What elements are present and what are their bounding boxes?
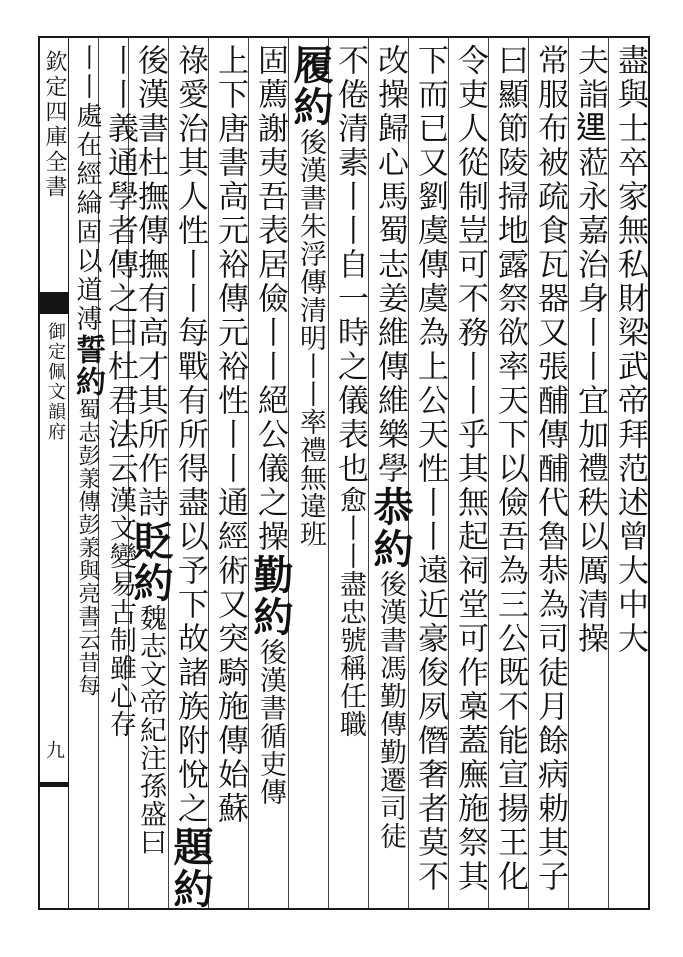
text-column-8: 不倦清素丨丨自一時之儀表也愈丨丨盡忠號稱任職 <box>332 44 368 738</box>
headword-ti-yue: 題約 <box>167 826 214 910</box>
frame-top-rule <box>38 36 650 38</box>
headword-qin-yue: 勤約 <box>247 554 294 638</box>
text-column-2: 夫詣𨓦蒞永嘉治身丨丨宜加禮秩以厲清操 <box>572 44 608 656</box>
text-column-15: 丨丨處在經綸固以道溥誓約蜀志彭羕傳彭羕與亮書云昔每 <box>70 44 105 697</box>
fish-tail-mark <box>38 292 69 314</box>
text-column-7: 改操歸心馬蜀志姜維傳維樂學恭約後漢書馮勤傳勤遷司徒 <box>367 44 414 850</box>
section-title: 御定佩文韻府 <box>45 322 66 442</box>
headword-bian-yue: 貶約 <box>127 520 174 604</box>
headword-shi-yue: 誓約 <box>70 334 105 398</box>
text-column-9: 履約後漢書朱浮傳清明丨丨率禮無違班 <box>287 44 334 548</box>
text-column-1: 盡與士卒家無私財梁武帝拜范述曾大中大 <box>612 44 648 656</box>
text-column-13: 後漢書杜撫傳撫有高才其所作詩貶約魏志文帝紀注孫盛曰 <box>127 44 174 856</box>
frame-bottom-rule <box>38 908 650 910</box>
headword-lu-yue: 履約 <box>287 44 334 128</box>
book-title: 欽定四庫全書 <box>42 50 67 200</box>
margin-inner-rule <box>68 36 69 910</box>
text-column-3: 常服布被疏食瓦器又張酺傳酺代魯恭為司徒月餘病勅其子 <box>532 44 568 894</box>
text-column-14: 丨丨義通學者傳之曰杜君法云漢文變易古制雖心存 <box>102 44 138 738</box>
text-column-10: 固薦謝夷吾表居儉丨丨絕公儀之操勤約後漢書循吏傳 <box>247 44 294 806</box>
text-column-12: 祿愛治其人性丨丨每戰有所得盡以予下故諸族附悅之題約 <box>167 44 214 910</box>
margin-outer-rule <box>38 36 40 910</box>
page-number: 九 <box>43 740 65 761</box>
headword-gong-yue: 恭約 <box>367 486 414 570</box>
text-column-5: 令吏人從制豈可不務丨丨乎其無起祠堂可作槀蓋廡施祭其 <box>452 44 488 894</box>
text-column-4: 曰顯節陵掃地露祭欲率天下以儉吾為三公既不能宣揚王化 <box>492 44 528 894</box>
text-column-11: 上下唐書高元裕傳元裕性丨丨通經術又突騎施傳始蘇 <box>212 44 248 826</box>
lower-fish-tail-mark <box>38 782 69 787</box>
text-column-6: 下而已又劉虞傳虞為上公天性丨丨遠近豪俊夙僭奢者莫不 <box>412 44 448 894</box>
